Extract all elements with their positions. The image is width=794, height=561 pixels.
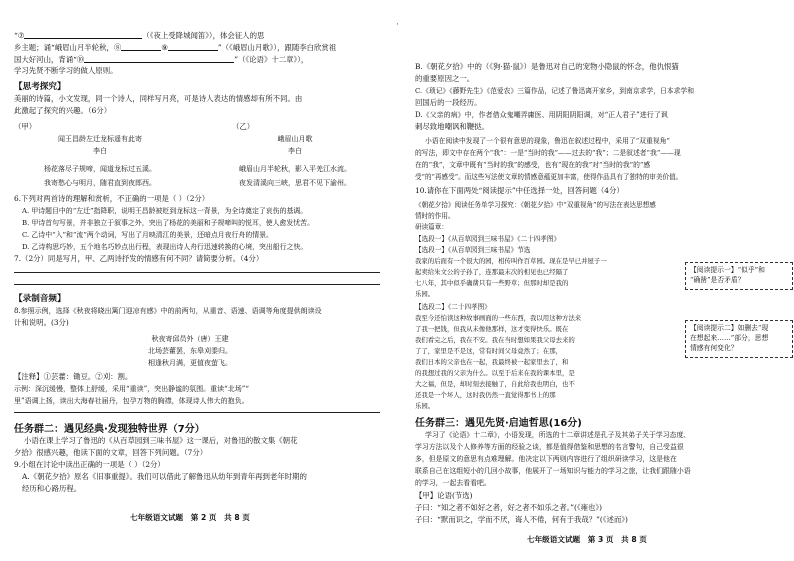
page-footer: 七年级语文试题 第 2 页 共 8 页	[130, 513, 250, 522]
question-8: 计和说明。(3分)	[14, 318, 69, 327]
excerpt-2-text: 我们看完之后，我在不安。我在当时想如果我父母去来的	[415, 336, 575, 344]
reading-hint-1-line: “确凿”是否矛盾？	[690, 276, 745, 284]
page-footer: 七年级语文试题 第 3 页 共 8 页	[527, 535, 647, 544]
q9-option-d[interactable]: D.《父亲的病》中，作者借众鬼嘲弄庸医、用阴阳阴阳调，对“正人君子”进行了讽	[415, 111, 668, 119]
poem-a-line: 我寄愁心与明月，随君直到夜郎西。	[44, 179, 156, 187]
task2-intro: 小语在课上学习了鲁迅的《从百草园到三味书屋》这一课后，对鲁迅的散文集《朝花	[24, 436, 298, 445]
reading-intro: 小语在阅读中发现了一个很有意思的现象，鲁迅在叙述过程中，采用了“双重视角”	[425, 137, 670, 145]
q9-option-a[interactable]: 经历和心路历程。	[22, 484, 82, 493]
answer-line[interactable]	[14, 412, 380, 413]
excerpt-2-text: 的我想过我的父亲为什么。以至于后来在我的课本里，是	[415, 369, 575, 377]
quote-1: 子曰：“知之者不如好之者，好之者不如乐之者。”(《雍也》)	[415, 503, 602, 512]
q9-option-c[interactable]: C.《琐记》《藤野先生》《范爱农》三篇作品，记述了鲁迅离开家乡，到南京求学，日本求学和	[415, 87, 694, 95]
task2-intro: 夕拾》很感兴趣，他读下面的文章，回答下列问题。（7分）	[14, 448, 208, 457]
poem-b-author: 李白	[288, 147, 302, 155]
intro-line: 美丽的诗篇，小文发现，同一个诗人，同样写月亮，可是诗人表达的情感却有所不同。由	[14, 94, 303, 103]
fill-line-3: 国大好河山，背诵“⑩ ”（《论语》十二章》），	[14, 55, 309, 64]
q6-option-d[interactable]: D. 乙诗构思巧妙，五个地名巧妙点出行程，表现出诗人舟行迅速转换的心境，突出船行之快。	[22, 243, 308, 251]
poem-a-author: 李白	[93, 147, 107, 155]
heading-recite: 【录制音频】	[14, 294, 66, 304]
example-text: 里”语调上扬，读出大海春社届丹，包孕万物的胸襟，体现诗人伟大的抱负。	[14, 397, 249, 405]
poem-a-label: （甲）	[14, 122, 37, 131]
poem-b-line: 峨眉山月半轮秋，影入平羌江水流。	[239, 165, 351, 173]
q9-option-c[interactable]: 回国后的一段经历。	[415, 98, 482, 107]
q6-option-c[interactable]: C. 乙诗中“入”和“流”两个动词，写出了月映清江的美景，还暗点月夜行舟的情景。	[22, 231, 273, 239]
answer-blank-8[interactable]	[121, 42, 161, 51]
answer-line[interactable]	[14, 284, 380, 285]
q6-option-a[interactable]: A. 甲诗题目中的“左迁”指降职，说明王昌龄被贬到龙标这一背景，为全诗奠定了哀伤的基调。	[22, 207, 308, 215]
excerpt-2-heading: 【选段二】《二十四孝图》	[415, 303, 491, 311]
task-sheet-title: 情时的作用。	[415, 212, 455, 220]
example-text: 示例：深沉缓慢，整体上舒缓，采用“重读”，突出静谧的氛围。重读“北场”“	[14, 385, 249, 393]
task-sheet-sub: 研读篇章：	[415, 223, 448, 231]
q9-option-b[interactable]: B.《朝花夕拾》中的（《狗·猫·鼠》）是鲁迅对自己的宠物小隐鼠的怀念，他仇恨猫	[415, 62, 679, 71]
intro-line: 此激起了探究的兴趣。（6分）	[14, 106, 112, 115]
excerpt-2-text: 我们日本的父亲也在一起，我最终被一起家里去了，和	[415, 358, 569, 366]
reading-hint-2[interactable]	[685, 320, 793, 358]
poem-b-title: 峨眉山月歌	[277, 135, 313, 143]
task3-intro: 学习方法以及个人修养等方面的经验之谈，都是值得借鉴和思想的名言警句，自己受益很	[415, 443, 684, 451]
question-9: 9.小组在讨论中读出正确的一项是（ ）（2分）	[14, 460, 165, 469]
excerpt-2-text: 我至今还怕读这种故事画面的一些东西，我以用这种方法来	[415, 314, 582, 322]
reading-intro: 受”的“再感受”。而这些写法使文章的情感意蕴更加丰富，使得作品具有了独特的审美价值。	[415, 173, 683, 181]
answer-line[interactable]	[14, 272, 380, 273]
annotation-note: 【注释】①芸藿：锄豆。②刈：割。	[14, 372, 133, 381]
reading-hint-2-line: 情感有何变化？	[690, 344, 738, 352]
excerpt-2-text: 还我是一个坏人，这时我仍然一直觉得那书上的那	[415, 391, 556, 399]
excerpt-1-text: 乐园。	[415, 290, 435, 298]
answer-blank-9[interactable]	[168, 42, 218, 51]
q9-option-a[interactable]: A.《朝花夕拾》原名《旧事重提》。我们可以借此了解鲁迅从幼年到青年再到老年时期的	[22, 472, 307, 481]
task-group-2-title: 任务群二：遇见经典·发现独特世界（7分）	[14, 424, 205, 435]
reading-hint-2-line: 在想起来……”部分，思想	[690, 334, 769, 342]
quote-2: 子曰：“默而识之，学而不厌，诲人不倦，何有于我哉？”(《述而》)	[415, 515, 628, 524]
binding-fold-mark: ·	[396, 20, 399, 30]
reading-intro: 的写法，即文中存在两个“我”：一是“当时的我”——过去的“我”；二是叙述者“我”——现	[415, 149, 681, 157]
poem-c-line: 北场芸藿罢，东皋刈黍归。	[148, 347, 232, 355]
page-3	[397, 0, 794, 561]
excerpt-2-text: 了我一把钱，但我从未像他那样，这才变得快乐。既在	[415, 325, 569, 333]
excerpt-1-title: 【选段一】《从百草园到三味书屋》《二十四孝图》	[415, 235, 561, 243]
fill-line-4: 学习先贤不断学习的做人原则。	[14, 66, 118, 75]
task-group-3-title: 任务群三：遇见先贤·启迪哲思(16分)	[415, 418, 582, 429]
poem-b-line: 夜发清溪向三峡，思君不见下渝州。	[239, 179, 351, 187]
question-8: 8.参照示例，选择《秋夜将晓出篱门迎凉有感》中的前两句，从重音、语速、语调等角度提供朗读设	[14, 307, 322, 315]
task3-intro: 多，但是原文的意思有点难理解。他决定以下两则内容进行了组织研读学习，这是他在	[415, 455, 677, 463]
fill-line-2: 乡主题；诵“峨眉山月半轮秋，⑧ ⑨ ”（《峨眉山月歌》），跟随李白欣赏祖	[14, 43, 337, 52]
poem-a-title: 闻王昌龄左迁龙标遥有此寄	[58, 135, 142, 143]
task3-intro: 的学习，一起去看看吧。	[415, 479, 491, 487]
poem-c-title: 秋夜寄邱员外（唐）王建	[151, 335, 229, 343]
excerpt-1-text: 七八年，其中似乎确凿只有一些野草；但那时却是我的	[415, 279, 569, 287]
fill-line-1: “⑦ （《夜上受降城闻笛》），体会征人的思	[14, 31, 265, 40]
task3-intro: 学习了《论语》十二章》，小语发现，所选的十二章讲述是孔子及其弟子关于学习态度、	[425, 431, 691, 439]
excerpt-2-text: 乐园。	[415, 402, 435, 410]
answer-blank-10[interactable]	[84, 54, 234, 63]
text-jia-title: 【甲】论语(节选)	[415, 491, 473, 500]
q9-option-b[interactable]: 的重要原因之一。	[415, 74, 475, 83]
poem-b-label: （乙）	[232, 122, 255, 131]
q6-option-b[interactable]: B. 甲诗首句写景，并非独立于叙事之外，突出了杨花的美丽和子规啼叫的悦耳，使人愈发忧苦。	[22, 219, 314, 227]
answer-blank-7[interactable]	[24, 30, 142, 39]
poem-a-line: 杨花落尽子规啼，闻道龙标过五溪。	[44, 165, 156, 173]
excerpt-1-text: 起卖给朱文公的子孙了，连那最末次的相见也已经隔了	[415, 268, 569, 276]
heading-thinking: 【思考探究】	[14, 82, 66, 92]
task3-intro: 联系自己在这组短小的几回小故事，他展开了一场知识与能力的学习之旅，让我们跟随小语	[415, 467, 691, 475]
excerpt-2-text: 了了，家里是不是这，常有时间父母竟然了；在那，	[415, 347, 562, 355]
excerpt-1-text: 我家的后面有一个很大的园，相传叫作百草园。现在是早已并屋子一	[415, 257, 607, 265]
task-sheet-title: 《朝花夕拾》阅读任务单学习探究：《朝花夕拾》中“双重视角”的写法在表达思想感	[415, 201, 656, 209]
question-6: 6.下列对两首诗的理解和赏析，不正确的一项是（ ）（2分）	[14, 194, 210, 203]
excerpt-1-heading: 【选段一】《从百草园到三味书屋》节选	[415, 246, 531, 254]
reading-intro: 在的“我”，文章中既有“当时的我”的感受，也有“现在的我”对“当时的我”的“感	[415, 161, 651, 169]
reading-hint-2-line: 【阅读提示二】如删去“现	[690, 324, 769, 332]
poem-c-line: 相逢秋月满，更值夜萤飞。	[148, 359, 232, 367]
reading-hint-1[interactable]	[685, 262, 793, 290]
reading-hint-1-line: 【阅读提示一】“似乎”和	[690, 266, 765, 274]
excerpt-2-text: 大之福，但是，却时刻去接触了，自此给我也明白，也不	[415, 380, 575, 388]
q9-option-d[interactable]: 刺尽致地嘲讽和鞭挞。	[415, 122, 489, 131]
question-7: 7.（2分）同是写月，甲、乙两诗抒发的情感有何不同？请简要分析。（4分）	[14, 254, 264, 263]
question-10: 10.请你在下面两处“阅读提示”中任选择一处，回答问题（4分）	[415, 186, 624, 195]
